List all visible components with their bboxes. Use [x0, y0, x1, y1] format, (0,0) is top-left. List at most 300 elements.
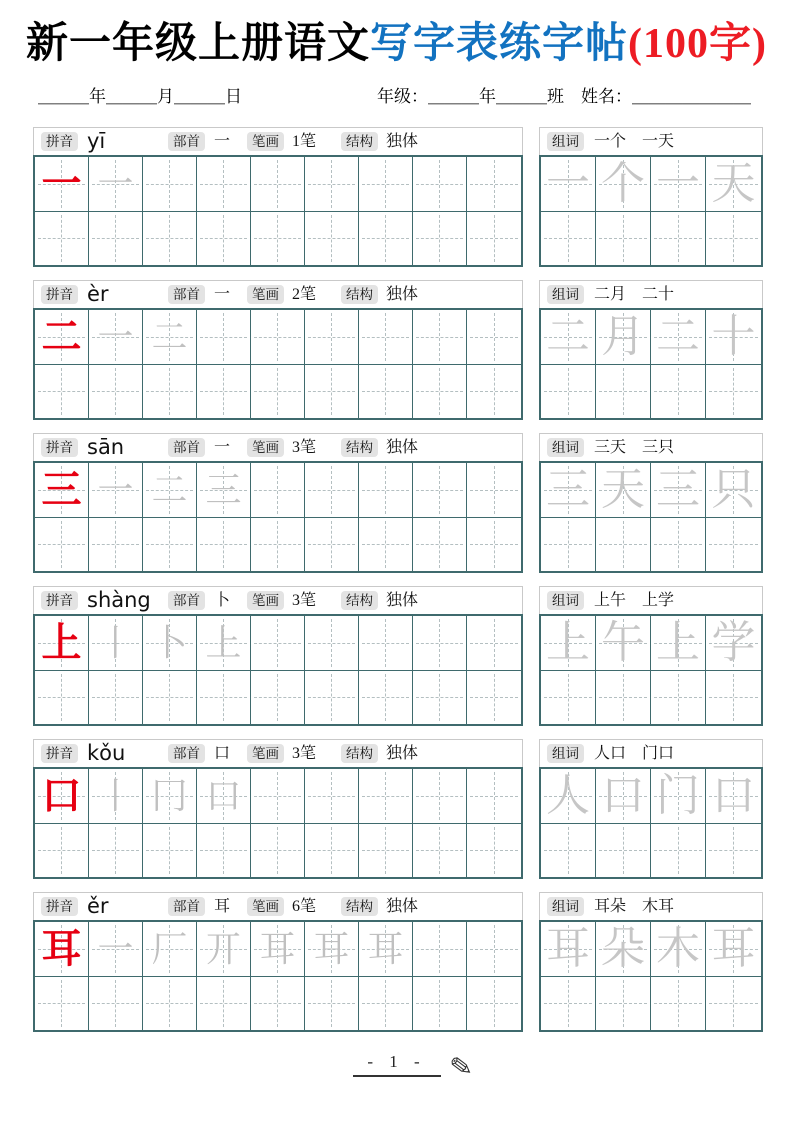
pinyin-value: kǒu: [87, 741, 126, 766]
word-trace-character: 口: [711, 771, 756, 821]
date-fill-in: ＿＿＿年＿＿＿月＿＿＿日: [38, 87, 242, 107]
words-header: [539, 739, 763, 767]
words-label: 组词: [547, 591, 584, 610]
stroke-order-trace: 耳: [313, 929, 350, 970]
stroke-order-trace: 二: [151, 317, 188, 358]
word-trace-character: 天: [711, 159, 756, 209]
words-label: 组词: [547, 132, 584, 151]
words-panel: [539, 892, 763, 1032]
grid-cell: [413, 463, 467, 517]
word-trace-character: 个: [601, 159, 645, 209]
grid-cell: [467, 670, 521, 724]
words-text: 三天 三只: [594, 438, 675, 456]
grade-name-fill-in: 年级：＿＿＿年＿＿＿班 姓名：＿＿＿＿＿＿＿: [377, 87, 751, 107]
pinyin-value: shàng: [87, 588, 151, 613]
stroke-order-trace: 丌: [205, 929, 242, 970]
grid-cell: [251, 976, 305, 1030]
grid-cell: [651, 976, 706, 1030]
radical-label: 部首: [168, 897, 205, 916]
grid-cell: [596, 364, 651, 418]
words-grid: [539, 767, 763, 879]
words-label: 组词: [547, 744, 584, 763]
word-trace-character: 学: [711, 618, 756, 668]
words-text: 二月 二十: [594, 285, 675, 303]
grid-cell: [596, 922, 651, 976]
structure-value: 独体: [386, 897, 419, 915]
grid-cell: [413, 211, 467, 265]
grid-cell: [251, 364, 305, 418]
grid-cell: [706, 463, 761, 517]
grid-cell: [467, 463, 521, 517]
page-number: - 1 -: [367, 1052, 426, 1071]
grid-cell: [541, 463, 596, 517]
grid-cell: [197, 922, 251, 976]
grid-cell: [541, 976, 596, 1030]
grid-cell: [89, 517, 143, 571]
grid-cell: [89, 364, 143, 418]
grid-cell: [467, 517, 521, 571]
grid-cell: [197, 364, 251, 418]
grid-cell: [413, 670, 467, 724]
pinyin-label: 拼音: [41, 285, 78, 304]
grid-cell: [413, 157, 467, 211]
grid-cell: [305, 364, 359, 418]
word-trace-character: 木: [656, 924, 700, 974]
grid-cell: [651, 769, 706, 823]
radical-label: 部首: [168, 132, 205, 151]
stroke-order-trace: 二: [151, 470, 188, 511]
grid-cell: [251, 922, 305, 976]
radical-value: 卜: [214, 591, 231, 609]
grid-cell: [413, 823, 467, 877]
grid-cell: [197, 517, 251, 571]
practice-grid: [33, 155, 523, 267]
grid-cell: [359, 310, 413, 364]
character-panel: [33, 127, 523, 267]
word-trace-character: 三: [656, 465, 700, 515]
grid-cell: [596, 517, 651, 571]
radical-label: 部首: [168, 744, 205, 763]
grid-cell: [89, 976, 143, 1030]
pinyin-value: sān: [87, 435, 125, 460]
grid-cell: [359, 211, 413, 265]
date-line: [0, 82, 793, 107]
example-character: 口: [41, 773, 82, 819]
practice-grid: [33, 920, 523, 1032]
example-character: 一: [41, 161, 82, 207]
grid-cell: [706, 670, 761, 724]
words-panel: [539, 127, 763, 267]
example-character: 上: [41, 620, 82, 666]
grid-cell: [197, 310, 251, 364]
character-info-header: [33, 280, 523, 308]
words-header: [539, 127, 763, 155]
radical-value: 一: [214, 438, 231, 456]
radical-label: 部首: [168, 591, 205, 610]
grid-cell: [541, 211, 596, 265]
grid-cell: [541, 157, 596, 211]
grid-cell: [197, 616, 251, 670]
grid-cell: [596, 310, 651, 364]
grid-cell: [143, 769, 197, 823]
structure-label: 结构: [341, 285, 378, 304]
grid-cell: [359, 922, 413, 976]
words-label: 组词: [547, 438, 584, 457]
page-number-block: [353, 1050, 475, 1085]
radical-value: 口: [214, 744, 231, 762]
grid-cell: [541, 922, 596, 976]
strokes-value: 1笔: [292, 132, 317, 150]
grid-cell: [197, 463, 251, 517]
grid-cell: [596, 976, 651, 1030]
grid-cell: [706, 517, 761, 571]
page-title-black: 新一年级上册语文: [25, 21, 370, 67]
grid-cell: [143, 310, 197, 364]
grid-cell: [89, 157, 143, 211]
grid-cell: [467, 157, 521, 211]
practice-row: [33, 433, 793, 573]
stroke-order-trace: 厂: [151, 929, 188, 970]
word-trace-character: 门: [656, 771, 700, 821]
character-info-header: [33, 586, 523, 614]
grid-cell: [541, 670, 596, 724]
grid-cell: [413, 310, 467, 364]
grid-cell: [251, 769, 305, 823]
words-text: 上午 上学: [594, 591, 675, 609]
structure-label: 结构: [341, 132, 378, 151]
page-title-blue: 写字表练字帖: [370, 21, 629, 67]
grid-cell: [143, 211, 197, 265]
word-trace-character: 上: [656, 618, 700, 668]
word-trace-character: 一: [656, 159, 700, 209]
grid-cell: [359, 616, 413, 670]
grid-cell: [89, 670, 143, 724]
grid-cell: [359, 769, 413, 823]
character-panel: [33, 280, 523, 420]
grid-cell: [143, 823, 197, 877]
grid-cell: [413, 976, 467, 1030]
grid-cell: [467, 616, 521, 670]
character-info-header: [33, 739, 523, 767]
words-header: [539, 892, 763, 920]
stroke-order-trace: 一: [97, 929, 134, 970]
strokes-value: 6笔: [292, 897, 317, 915]
grid-cell: [651, 670, 706, 724]
grid-cell: [706, 922, 761, 976]
words-label: 组词: [547, 897, 584, 916]
grid-cell: [359, 157, 413, 211]
grid-cell: [35, 157, 89, 211]
grid-cell: [706, 157, 761, 211]
grid-cell: [251, 211, 305, 265]
grid-cell: [89, 463, 143, 517]
stroke-order-trace: 口: [205, 776, 242, 817]
grid-cell: [467, 823, 521, 877]
grid-cell: [651, 157, 706, 211]
stroke-order-trace: 一: [97, 470, 134, 511]
words-grid: [539, 155, 763, 267]
grid-cell: [706, 310, 761, 364]
structure-value: 独体: [386, 438, 419, 456]
radical-label: 部首: [168, 438, 205, 457]
grid-cell: [305, 670, 359, 724]
strokes-label: 笔画: [247, 897, 284, 916]
grid-cell: [305, 463, 359, 517]
grid-cell: [197, 976, 251, 1030]
grid-cell: [89, 310, 143, 364]
grid-cell: [35, 211, 89, 265]
stroke-order-trace: 一: [97, 164, 134, 205]
pinyin-label: 拼音: [41, 744, 78, 763]
words-panel: [539, 433, 763, 573]
grid-cell: [89, 616, 143, 670]
stroke-order-trace: 上: [205, 623, 242, 664]
grid-cell: [413, 769, 467, 823]
words-header: [539, 433, 763, 461]
grid-cell: [596, 769, 651, 823]
strokes-value: 3笔: [292, 438, 317, 456]
pinyin-value: èr: [87, 282, 109, 307]
grid-cell: [251, 463, 305, 517]
grid-cell: [35, 517, 89, 571]
grid-cell: [359, 517, 413, 571]
page-title-red: (100字): [628, 21, 767, 67]
grid-cell: [305, 517, 359, 571]
structure-value: 独体: [386, 285, 419, 303]
grid-cell: [651, 616, 706, 670]
words-grid: [539, 614, 763, 726]
grid-cell: [143, 670, 197, 724]
grid-cell: [89, 823, 143, 877]
pinyin-label: 拼音: [41, 438, 78, 457]
grid-cell: [359, 463, 413, 517]
word-trace-character: 三: [546, 465, 590, 515]
grid-cell: [706, 823, 761, 877]
example-character: 三: [41, 467, 82, 513]
practice-row: [33, 280, 793, 420]
practice-row: [33, 892, 793, 1032]
grid-cell: [143, 976, 197, 1030]
word-trace-character: 口: [601, 771, 645, 821]
grid-cell: [305, 922, 359, 976]
stroke-order-trace: 丨: [97, 776, 134, 817]
practice-row: [33, 739, 793, 879]
grid-cell: [651, 211, 706, 265]
character-info-header: [33, 127, 523, 155]
grid-cell: [596, 211, 651, 265]
grid-cell: [143, 157, 197, 211]
words-panel: [539, 586, 763, 726]
footer-rule: [353, 1075, 441, 1077]
character-panel: [33, 433, 523, 573]
structure-label: 结构: [341, 591, 378, 610]
grid-cell: [706, 769, 761, 823]
grid-cell: [143, 616, 197, 670]
structure-value: 独体: [386, 744, 419, 762]
word-trace-character: 朵: [601, 924, 645, 974]
grid-cell: [143, 364, 197, 418]
grid-cell: [651, 310, 706, 364]
example-character: 二: [41, 314, 82, 360]
stroke-order-trace: 一: [97, 317, 134, 358]
grid-cell: [596, 823, 651, 877]
grid-cell: [596, 157, 651, 211]
words-panel: [539, 739, 763, 879]
grid-cell: [251, 670, 305, 724]
word-trace-character: 人: [546, 771, 590, 821]
strokes-value: 3笔: [292, 744, 317, 762]
grid-cell: [706, 211, 761, 265]
grid-cell: [305, 211, 359, 265]
radical-value: 一: [214, 132, 231, 150]
grid-cell: [305, 616, 359, 670]
strokes-label: 笔画: [247, 591, 284, 610]
grid-cell: [467, 364, 521, 418]
character-info-header: [33, 892, 523, 920]
words-label: 组词: [547, 285, 584, 304]
example-character: 耳: [41, 926, 82, 972]
radical-value: 耳: [214, 897, 231, 915]
words-grid: [539, 308, 763, 420]
grid-cell: [596, 463, 651, 517]
grid-cell: [651, 517, 706, 571]
grid-cell: [89, 211, 143, 265]
words-header: [539, 586, 763, 614]
word-trace-character: 只: [711, 465, 756, 515]
word-trace-character: 天: [601, 465, 645, 515]
grid-cell: [413, 517, 467, 571]
words-text: 人口 门口: [594, 744, 675, 762]
words-panel: [539, 280, 763, 420]
character-panel: [33, 892, 523, 1032]
words-grid: [539, 920, 763, 1032]
strokes-value: 3笔: [292, 591, 317, 609]
character-info-header: [33, 433, 523, 461]
grid-cell: [541, 823, 596, 877]
pinyin-value: yī: [87, 129, 106, 154]
grid-cell: [467, 310, 521, 364]
structure-label: 结构: [341, 438, 378, 457]
pinyin-label: 拼音: [41, 897, 78, 916]
practice-grid: [33, 461, 523, 573]
stroke-order-trace: 丨: [97, 623, 134, 664]
grid-cell: [359, 670, 413, 724]
practice-blocks: [0, 127, 793, 1032]
grid-cell: [251, 157, 305, 211]
grid-cell: [35, 922, 89, 976]
pen-icon: ✎: [447, 1050, 475, 1085]
pinyin-label: 拼音: [41, 591, 78, 610]
grid-cell: [305, 823, 359, 877]
grid-cell: [541, 769, 596, 823]
grid-cell: [305, 769, 359, 823]
stroke-order-trace: 三: [205, 470, 242, 511]
words-text: 一个 一天: [594, 132, 675, 150]
grid-cell: [651, 364, 706, 418]
grid-cell: [35, 823, 89, 877]
page-title: [0, 20, 793, 68]
grid-cell: [197, 769, 251, 823]
stroke-order-trace: 冂: [151, 776, 188, 817]
stroke-order-trace: 卜: [151, 623, 188, 664]
grid-cell: [89, 922, 143, 976]
word-trace-character: 十: [711, 312, 756, 362]
strokes-label: 笔画: [247, 438, 284, 457]
grid-cell: [541, 310, 596, 364]
practice-grid: [33, 767, 523, 879]
grid-cell: [467, 976, 521, 1030]
structure-value: 独体: [386, 132, 419, 150]
grid-cell: [541, 616, 596, 670]
grid-cell: [413, 922, 467, 976]
word-trace-character: 耳: [546, 924, 590, 974]
grid-cell: [359, 364, 413, 418]
word-trace-character: 上: [546, 618, 590, 668]
word-trace-character: 午: [601, 618, 645, 668]
grid-cell: [197, 157, 251, 211]
grid-cell: [35, 310, 89, 364]
grid-cell: [305, 976, 359, 1030]
grid-cell: [35, 463, 89, 517]
grid-cell: [197, 670, 251, 724]
grid-cell: [596, 670, 651, 724]
grid-cell: [467, 769, 521, 823]
grid-cell: [89, 769, 143, 823]
radical-value: 一: [214, 285, 231, 303]
strokes-value: 2笔: [292, 285, 317, 303]
grid-cell: [251, 616, 305, 670]
grid-cell: [467, 211, 521, 265]
grid-cell: [143, 463, 197, 517]
grid-cell: [35, 769, 89, 823]
grid-cell: [251, 310, 305, 364]
grid-cell: [359, 976, 413, 1030]
grid-cell: [596, 616, 651, 670]
words-header: [539, 280, 763, 308]
word-trace-character: 二: [656, 312, 700, 362]
grid-cell: [143, 517, 197, 571]
grid-cell: [35, 616, 89, 670]
grid-cell: [35, 670, 89, 724]
word-trace-character: 二: [546, 312, 590, 362]
radical-label: 部首: [168, 285, 205, 304]
strokes-label: 笔画: [247, 132, 284, 151]
grid-cell: [651, 823, 706, 877]
practice-row: [33, 127, 793, 267]
word-trace-character: 一: [546, 159, 590, 209]
grid-cell: [359, 823, 413, 877]
practice-row: [33, 586, 793, 726]
structure-label: 结构: [341, 744, 378, 763]
words-text: 耳朵 木耳: [594, 897, 675, 915]
strokes-label: 笔画: [247, 285, 284, 304]
grid-cell: [305, 157, 359, 211]
grid-cell: [251, 517, 305, 571]
pinyin-label: 拼音: [41, 132, 78, 151]
character-panel: [33, 586, 523, 726]
grid-cell: [143, 922, 197, 976]
words-grid: [539, 461, 763, 573]
grid-cell: [413, 616, 467, 670]
stroke-order-trace: 耳: [259, 929, 296, 970]
practice-grid: [33, 614, 523, 726]
structure-value: 独体: [386, 591, 419, 609]
grid-cell: [197, 211, 251, 265]
structure-label: 结构: [341, 897, 378, 916]
strokes-label: 笔画: [247, 744, 284, 763]
grid-cell: [541, 517, 596, 571]
grid-cell: [251, 823, 305, 877]
